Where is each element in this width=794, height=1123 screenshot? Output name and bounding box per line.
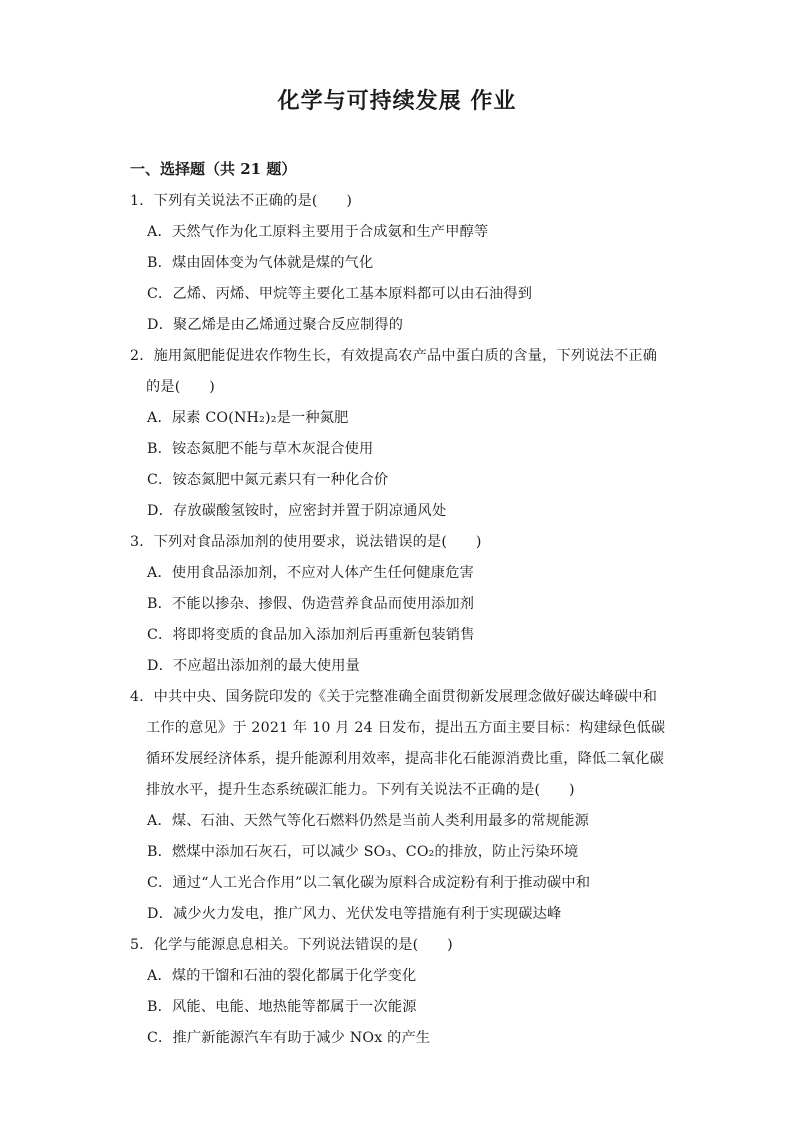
option-c: C．乙烯、丙烯、甲烷等主要化工基本原料都可以由石油得到	[147, 286, 533, 302]
question-3	[130, 527, 670, 682]
option-b: B．不能以掺杂、掺假、伪造营养食品而使用添加剂	[147, 596, 475, 612]
option-c: C．将即将变质的食品加入添加剂后再重新包装销售	[147, 627, 475, 643]
option-b: B．煤由固体变为气体就是煤的气化	[147, 255, 374, 271]
option-c: C．通过“人工光合作用”以二氧化碳为原料合成淀粉有利于推动碳中和	[147, 875, 591, 891]
option-c: C．推广新能源汽车有助于减少 NOx 的产生	[147, 1030, 431, 1046]
question-5	[130, 930, 670, 1054]
option-b: B．铵态氮肥不能与草木灰混合使用	[147, 441, 374, 457]
option-a: A．使用食品添加剂，不应对人体产生任何健康危害	[147, 565, 474, 581]
option-d: D．聚乙烯是由乙烯通过聚合反应制得的	[147, 317, 404, 333]
option-c: C．铵态氮肥中氮元素只有一种化合价	[147, 472, 389, 488]
document-title: 化学与可持续发展 作业	[277, 88, 517, 114]
question-stem: 2．施用氮肥能促进农作物生长，有效提高农产品中蛋白质的含量，下列说法不正确的是( )	[130, 348, 658, 395]
question-4	[130, 682, 670, 930]
option-a: A．尿素 CO(NH₂)₂是一种氮肥	[147, 410, 349, 426]
option-a: A．煤、石油、天然气等化石燃料仍然是当前人类利用最多的常规能源	[147, 813, 590, 829]
option-b: B．燃煤中添加石灰石，可以减少 SO₃、CO₂的排放，防止污染环境	[147, 844, 579, 860]
section-heading: 一、选择题（共 21 题）	[130, 160, 297, 178]
option-b: B．风能、电能、地热能等都属于一次能源	[147, 999, 417, 1015]
question-1	[130, 186, 670, 341]
option-d: D．存放碳酸氢铵时，应密封并置于阴凉通风处	[147, 503, 447, 519]
option-d: D．不应超出添加剂的最大使用量	[147, 658, 361, 674]
question-stem: 3．下列对食品添加剂的使用要求，说法错误的是( )	[130, 534, 482, 550]
option-d: D．减少火力发电，推广风力、光伏发电等措施有利于实现碳达峰	[147, 906, 562, 922]
question-stem: 4．中共中央、国务院印发的《关于完整准确全面贯彻新发展理念做好碳达峰碳中和工作的意见》于 2021 年 10 月 24 日发布，提出五方面主要目标：构建绿色低碳循环发展经济体系，提升能源利用效率，提高非化石能源消费比重，降低二氧化碳排放水平，提升生态系统碳汇能力。下列有关说法不正确的是( )	[130, 689, 666, 798]
option-a: A．煤的干馏和石油的裂化都属于化学变化	[147, 968, 417, 984]
question-list	[130, 186, 670, 1054]
question-2	[130, 341, 670, 527]
option-a: A．天然气作为化工原料主要用于合成氨和生产甲醇等	[147, 224, 489, 240]
question-stem: 1．下列有关说法不正确的是( )	[130, 193, 353, 209]
question-stem: 5．化学与能源息息相关。下列说法错误的是( )	[130, 937, 453, 953]
